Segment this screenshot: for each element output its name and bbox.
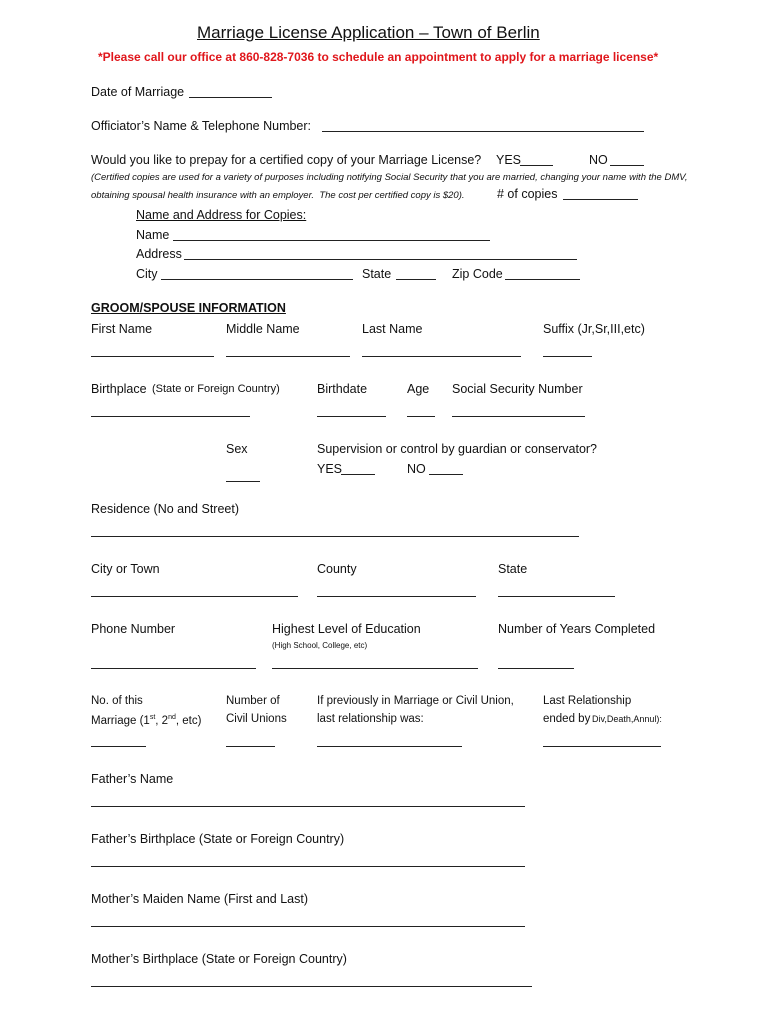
last-relationship-label: Last Relationship <box>543 695 632 707</box>
prepay-no-field[interactable] <box>610 165 644 166</box>
mothers-maiden-field[interactable] <box>91 926 525 927</box>
fathers-birthplace-field[interactable] <box>91 866 525 867</box>
copies-city-field[interactable] <box>161 279 353 280</box>
age-label: Age <box>407 382 430 396</box>
education-label: Highest Level of Education <box>272 622 421 636</box>
city-town-label: City or Town <box>91 562 160 576</box>
birthdate-label: Birthdate <box>317 382 368 396</box>
ended-by-label: ended by <box>543 713 591 725</box>
last-relationship-was-label: last relationship was: <box>317 713 424 725</box>
if-previously-label: If previously in Marriage or Civil Union, <box>317 695 514 707</box>
date-of-marriage-label: Date of Marriage <box>91 85 185 99</box>
phone-label: Phone Number <box>91 622 176 636</box>
county-field[interactable] <box>317 596 476 597</box>
years-completed-label: Number of Years Completed <box>498 622 656 636</box>
birthplace-hint: (State or Foreign Country) <box>152 383 280 395</box>
suffix-label: Suffix (Jr,Sr,III,etc) <box>543 322 645 336</box>
copies-address-label: Address <box>136 247 182 261</box>
education-hint: (High School, College, etc) <box>272 641 368 650</box>
city-town-field[interactable] <box>91 596 298 597</box>
prepay-yes-label: YES <box>496 153 522 167</box>
county-label: County <box>317 562 357 576</box>
num-copies-label: # of copies <box>497 187 558 201</box>
copies-city-label: City <box>136 267 158 281</box>
ended-by-field[interactable] <box>543 746 661 747</box>
first-name-field[interactable] <box>91 356 214 357</box>
first-name-label: First Name <box>91 322 153 336</box>
fathers-name-field[interactable] <box>91 806 525 807</box>
officiator-field[interactable] <box>322 131 644 132</box>
prepay-no-label: NO <box>589 153 608 167</box>
civil-unions-label: Civil Unions <box>226 713 287 725</box>
education-field[interactable] <box>272 668 478 669</box>
marriage-ordinal-label: Marriage (1st, 2nd, etc) <box>91 714 202 727</box>
last-name-label: Last Name <box>362 322 423 336</box>
prepay-yes-field[interactable] <box>520 165 553 166</box>
certified-copy-note-line-1: (Certified copies are used for a variety of purposes including notifying Social Security that you are married, changing your name with the DMV, <box>91 172 688 183</box>
date-of-marriage-field[interactable] <box>189 97 272 98</box>
page-title: Marriage License Application – Town of Berlin <box>197 23 540 42</box>
residence-label: Residence (No and Street) <box>91 502 239 516</box>
mothers-maiden-label: Mother’s Maiden Name (First and Last) <box>91 892 308 906</box>
no-of-this-label: No. of this <box>91 695 143 707</box>
birthdate-field[interactable] <box>317 416 386 417</box>
supervision-yes-label: YES <box>317 462 343 476</box>
sex-field[interactable] <box>226 481 260 482</box>
marriage-number-field[interactable] <box>91 746 146 747</box>
last-relationship-field[interactable] <box>317 746 462 747</box>
ssn-label: Social Security Number <box>452 382 583 396</box>
copies-zip-label: Zip Code <box>452 267 503 281</box>
state-label: State <box>498 562 528 576</box>
middle-name-field[interactable] <box>226 356 350 357</box>
birthplace-label: Birthplace <box>91 382 147 396</box>
age-field[interactable] <box>407 416 435 417</box>
num-copies-field[interactable] <box>563 199 638 200</box>
suffix-field[interactable] <box>543 356 592 357</box>
supervision-no-label: NO <box>407 462 426 476</box>
copies-address-field[interactable] <box>184 259 577 260</box>
certified-copy-note-line-2: obtaining spousal health insurance with an employer. The cost per certified copy is $20). <box>91 190 465 201</box>
ended-by-hint: Div,Death,Annul): <box>592 714 662 724</box>
residence-field[interactable] <box>91 536 579 537</box>
section-heading: GROOM/SPOUSE INFORMATION <box>91 301 286 315</box>
middle-name-label: Middle Name <box>226 322 300 336</box>
state-field[interactable] <box>498 596 615 597</box>
birthplace-field[interactable] <box>91 416 250 417</box>
prepay-question: Would you like to prepay for a certified copy of your Marriage License? <box>91 153 482 167</box>
civil-unions-field[interactable] <box>226 746 275 747</box>
officiator-label: Officiator’s Name & Telephone Number: <box>91 119 312 133</box>
ssn-field[interactable] <box>452 416 585 417</box>
copies-heading: Name and Address for Copies: <box>136 208 307 222</box>
fathers-birthplace-label: Father’s Birthplace (State or Foreign Country) <box>91 832 345 846</box>
fathers-name-label: Father’s Name <box>91 772 174 786</box>
copies-state-label: State <box>362 267 392 281</box>
supervision-question: Supervision or control by guardian or conservator? <box>317 442 598 456</box>
supervision-yes-field[interactable] <box>341 474 375 475</box>
phone-field[interactable] <box>91 668 256 669</box>
mothers-birthplace-field[interactable] <box>91 986 532 987</box>
years-completed-field[interactable] <box>498 668 574 669</box>
copies-state-field[interactable] <box>396 279 436 280</box>
copies-name-label: Name <box>136 228 170 242</box>
sex-label: Sex <box>226 442 248 456</box>
number-of-label: Number of <box>226 695 280 707</box>
supervision-no-field[interactable] <box>429 474 463 475</box>
last-name-field[interactable] <box>362 356 521 357</box>
appointment-notice: *Please call our office at 860-828-7036 to schedule an appointment to apply for a marriage license* <box>98 50 659 64</box>
copies-zip-field[interactable] <box>505 279 580 280</box>
mothers-birthplace-label: Mother’s Birthplace (State or Foreign Country) <box>91 952 347 966</box>
copies-name-field[interactable] <box>173 240 490 241</box>
